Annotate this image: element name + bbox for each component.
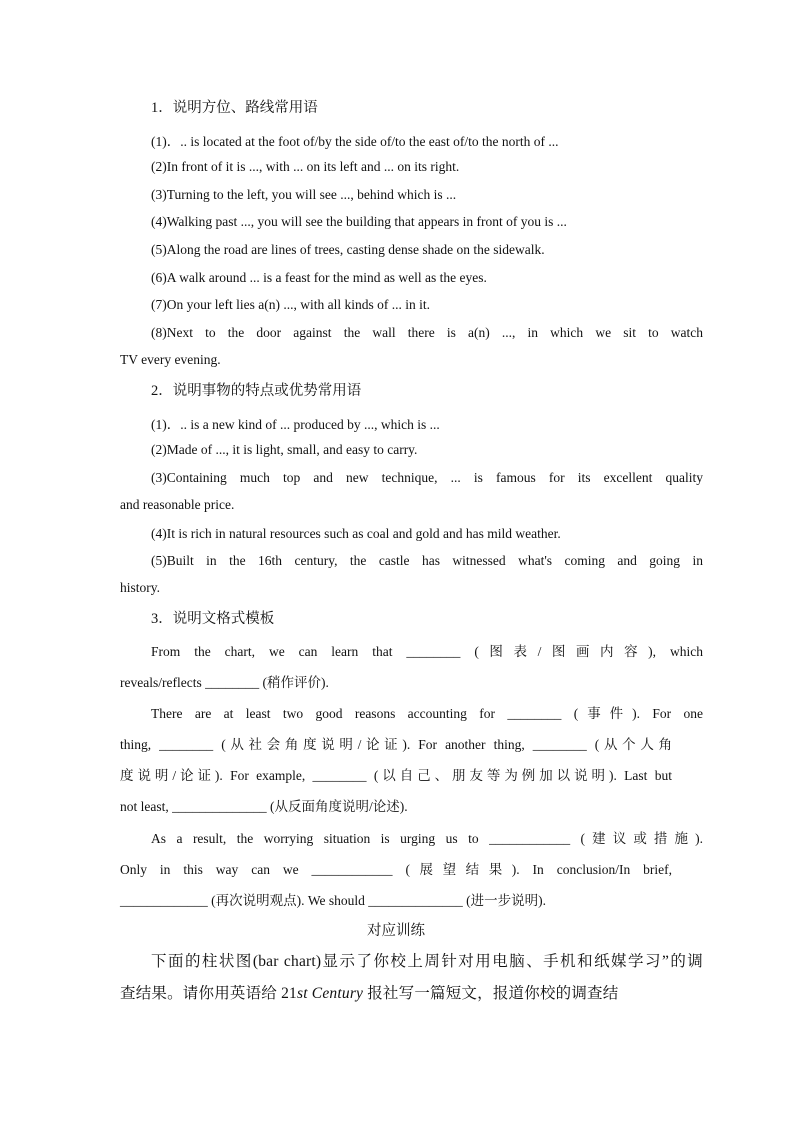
section1-item-7: (7)On your left lies a(n) ..., with all kinds of ... in it. [151, 297, 430, 312]
training-line-1: 下面的柱状图(bar chart)显示了你校上周针对用电脑、手机和纸媒学习”的调 [151, 953, 703, 970]
section2-item-1: (1)．.. is a new kind of ... produced by ..., which is ... [151, 417, 440, 432]
section1-item-5: (5)Along the road are lines of trees, casting dense shade on the sidewalk. [151, 242, 545, 257]
section2-item-5: (5)Built in the 16th century, the castle has witnessed what's coming and going in [151, 553, 703, 568]
section2-item-5-cont: history. [120, 580, 160, 595]
section2-item-4: (4)It is rich in natural resources such as coal and gold and has mild weather. [151, 526, 561, 541]
section1-item-8: (8)Next to the door against the wall there is a(n) ..., in which we sit to watch [151, 325, 703, 340]
template-line-6: not least, ______________ (从反面角度说明/论述). [120, 799, 408, 814]
section2-heading: 2．说明事物的特点或优势常用语 [151, 383, 362, 399]
section1-item-3: (3)Turning to the left, you will see ..., behind which is ... [151, 187, 457, 202]
training-line-2-c: 报社写一篇短文，报道你校的调查结 [363, 985, 619, 1002]
section1-item-8-cont: TV every evening. [120, 352, 221, 367]
section1-item-1: (1)．.. is located at the foot of/by the side of/to the east of/to the north of ... [151, 134, 559, 149]
newspaper-name: st Century [296, 985, 364, 1002]
training-line-2 [120, 981, 672, 1003]
section3-heading: 3．说明文格式模板 [151, 611, 275, 627]
section1-heading: 1．说明方位、路线常用语 [151, 100, 318, 116]
template-line-9: _____________ (再次说明观点). We should ______________ (进一步说明). [120, 893, 547, 908]
section2-item-2: (2)Made of ..., it is light, small, and easy to carry. [151, 442, 418, 457]
template-line-5: 度说明/论证). For example, ________ (以自己、朋友等为例加以说明). Last but [120, 768, 672, 783]
template-line-1: From the chart, we can learn that ________ (图表/图画内容), which [151, 644, 703, 659]
section1-item-4: (4)Walking past ..., you will see the building that appears in front of you is ... [151, 214, 567, 229]
template-line-7: As a result, the worrying situation is urging us to ____________ (建议或措施). [151, 831, 703, 846]
template-line-3: There are at least two good reasons accounting for ________ (事件). For one [151, 706, 703, 721]
training-line-2-a: 查结果。请你用英语给 21 [120, 985, 297, 1002]
section2-item-3-cont: and reasonable price. [120, 497, 235, 512]
template-line-4: thing, ________ (从社会角度说明/论证). For another thing, ________ (从个人角 [120, 737, 672, 752]
section1-item-2: (2)In front of it is ..., with ... on its left and ... on its right. [151, 159, 460, 174]
template-line-8: Only in this way can we ____________ (展望结果). In conclusion/In brief, [120, 862, 672, 877]
template-line-2: reveals/reflects ________ (稍作评价). [120, 675, 329, 690]
section2-item-3: (3)Containing much top and new technique, ... is famous for its excellent quality [151, 470, 703, 485]
training-title: 对应训练 [367, 923, 425, 939]
section1-item-6: (6)A walk around ... is a feast for the mind as well as the eyes. [151, 270, 487, 285]
